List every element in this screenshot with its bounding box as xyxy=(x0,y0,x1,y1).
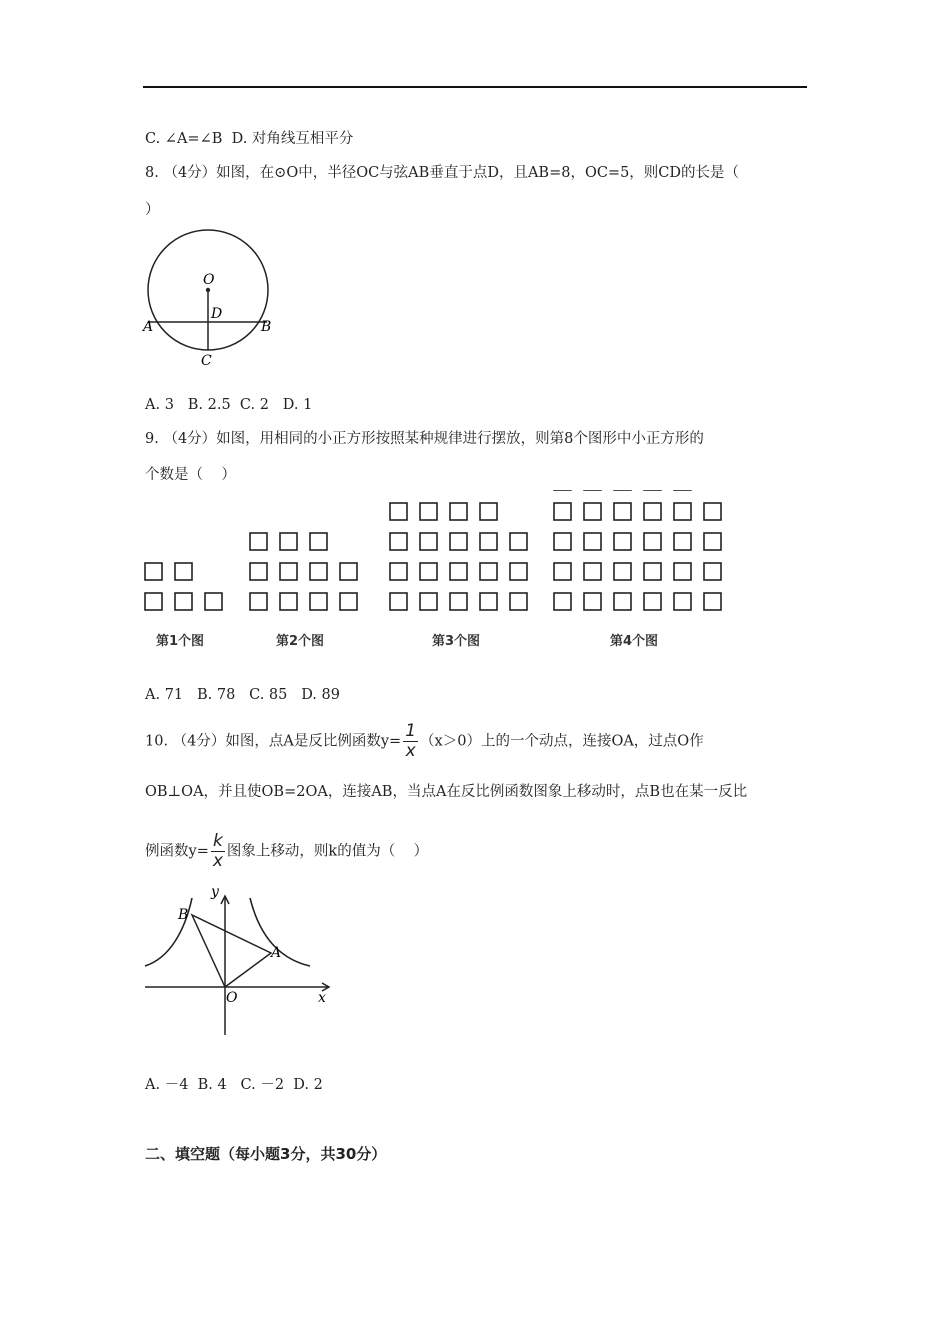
small-square xyxy=(340,563,357,580)
q9-text-line1: 9. （4分）如图，用相同的小正方形按照某种规律进行摆放，则第8个图形中小正方形的 xyxy=(145,431,704,447)
label-d: D xyxy=(211,306,223,322)
small-square xyxy=(674,593,691,610)
label-b: B xyxy=(261,319,272,335)
small-square xyxy=(420,533,437,550)
small-square xyxy=(280,533,297,550)
small-square xyxy=(644,593,661,610)
small-square xyxy=(145,593,162,610)
frac2-denominator: x xyxy=(212,851,223,871)
small-square xyxy=(614,533,631,550)
q10-line3-post: 图象上移动，则k的值为（ ） xyxy=(226,843,429,860)
q10-text-line1 xyxy=(145,722,704,761)
small-square xyxy=(450,503,467,520)
q9-squares-figure xyxy=(140,490,730,655)
q10-fraction-1 xyxy=(403,722,418,761)
small-square xyxy=(420,503,437,520)
q9-text-line2: 个数是（ ） xyxy=(145,467,236,483)
q8-circle-figure xyxy=(135,225,285,375)
small-square xyxy=(614,563,631,580)
section-heading: 二、填空题（每小题3分，共30分） xyxy=(145,1145,387,1163)
small-square xyxy=(420,593,437,610)
q8-options: A. 3 B. 2.5 C. 2 D. 1 xyxy=(145,397,313,413)
small-square xyxy=(644,533,661,550)
small-square xyxy=(554,503,571,520)
small-square xyxy=(480,563,497,580)
small-square xyxy=(510,563,527,580)
q10-fraction-2 xyxy=(211,832,225,871)
q8-text-line2: ） xyxy=(145,202,160,218)
small-square xyxy=(510,593,527,610)
small-square xyxy=(554,533,571,550)
square-pattern xyxy=(145,490,721,610)
small-square xyxy=(510,533,527,550)
small-square xyxy=(145,563,162,580)
q10-hyperbola-figure xyxy=(140,880,340,1040)
small-square xyxy=(554,593,571,610)
small-square xyxy=(250,593,267,610)
header-rule xyxy=(143,86,807,88)
small-square xyxy=(584,593,601,610)
label-b: B xyxy=(178,907,189,923)
small-square xyxy=(584,533,601,550)
small-square xyxy=(480,533,497,550)
label-a: A xyxy=(271,945,282,961)
small-square xyxy=(250,563,267,580)
q10-line1-post: （x＞0）上的一个动点，连接OA，过点O作 xyxy=(420,733,704,750)
frac1-numerator: 1 xyxy=(405,721,417,741)
q10-text-line3 xyxy=(145,832,428,871)
caption-fig1: 第1个图 xyxy=(156,634,205,649)
small-square xyxy=(280,563,297,580)
label-x: x xyxy=(318,990,326,1006)
q8-text-line1: 8. （4分）如图，在⊙O中，半径OC与弦AB垂直于点D，且AB=8，OC=5，则CD的长是（ xyxy=(145,165,740,181)
q10-line3-pre: 例函数y= xyxy=(145,843,209,860)
small-square xyxy=(644,503,661,520)
label-o: O xyxy=(203,272,215,288)
small-square xyxy=(310,593,327,610)
small-square xyxy=(704,563,721,580)
label-o: O xyxy=(226,990,238,1006)
q10-text-line2: OB⊥OA，并且使OB=2OA，连接AB，当点A在反比例函数图象上移动时，点B也在某一反比 xyxy=(145,784,748,800)
label-a: A xyxy=(143,319,154,335)
caption-fig4: 第4个图 xyxy=(610,634,659,649)
frac1-denominator: x xyxy=(405,741,416,761)
small-square xyxy=(175,563,192,580)
q7-options: C. ∠A=∠B D. 对角线互相平分 xyxy=(145,131,354,147)
small-square xyxy=(704,503,721,520)
small-square xyxy=(390,503,407,520)
small-square xyxy=(420,563,437,580)
small-square xyxy=(340,593,357,610)
small-square xyxy=(205,593,222,610)
small-square xyxy=(450,563,467,580)
center-dot xyxy=(206,288,210,292)
q10-options: A. －4 B. 4 C. －2 D. 2 xyxy=(145,1077,323,1093)
small-square xyxy=(584,563,601,580)
triangle-oab xyxy=(192,915,271,987)
small-square xyxy=(644,563,661,580)
small-square xyxy=(674,533,691,550)
small-square xyxy=(584,503,601,520)
small-square xyxy=(390,593,407,610)
small-square xyxy=(480,593,497,610)
small-square xyxy=(390,563,407,580)
frac2-numerator: k xyxy=(212,831,223,851)
small-square xyxy=(554,563,571,580)
caption-fig3: 第3个图 xyxy=(432,634,481,649)
small-square xyxy=(450,593,467,610)
small-square xyxy=(450,533,467,550)
small-square xyxy=(390,533,407,550)
q10-line1-pre: 10. （4分）如图，点A是反比例函数y= xyxy=(145,733,402,750)
small-square xyxy=(674,563,691,580)
small-square xyxy=(175,593,192,610)
small-square xyxy=(280,593,297,610)
small-square xyxy=(310,533,327,550)
label-c: C xyxy=(201,353,212,369)
label-y: y xyxy=(211,884,219,900)
small-square xyxy=(250,533,267,550)
small-square xyxy=(310,563,327,580)
small-square xyxy=(704,593,721,610)
caption-fig2: 第2个图 xyxy=(276,634,325,649)
small-square xyxy=(674,503,691,520)
small-square xyxy=(480,503,497,520)
q9-options: A. 71 B. 78 C. 85 D. 89 xyxy=(145,687,340,703)
small-square xyxy=(704,533,721,550)
small-square xyxy=(614,593,631,610)
small-square xyxy=(614,503,631,520)
